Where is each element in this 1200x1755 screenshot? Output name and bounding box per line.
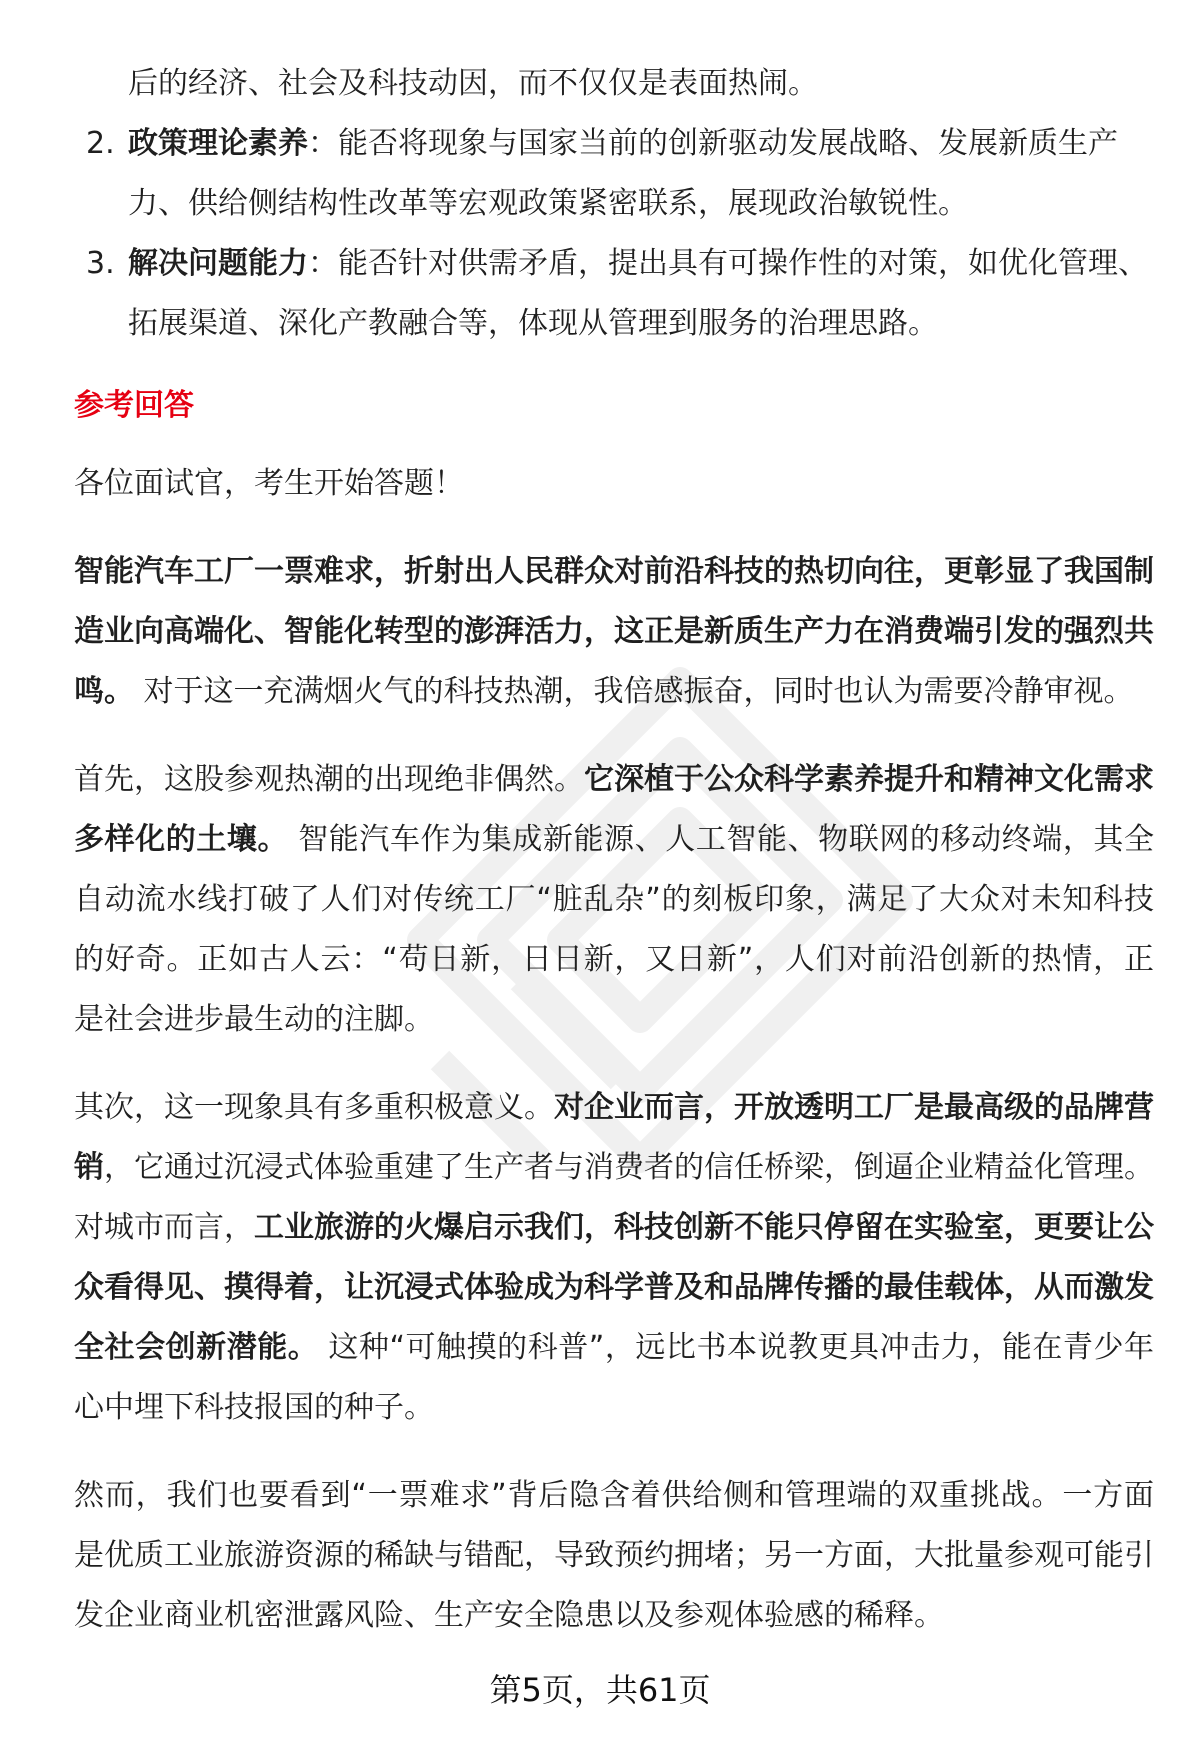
paragraph-3-text-a: 其次，这一现象具有多重积极意义。 — [74, 1090, 554, 1125]
criteria-item-2 — [74, 114, 1154, 234]
paragraph-3-bold-a: 对企业而言，开放透明工厂是最高级的品牌营销 — [74, 1090, 1154, 1185]
paragraph-2-text-a: 首先，这股参观热潮的出现绝非偶然。 — [74, 762, 584, 797]
paragraph-1-bold: 智能汽车工厂一票难求，折射出人民群众对前沿科技的热切向往，更彰显了我国制造业向高端化、智能化转型的澎湃活力，这正是新质生产力在消费端引发的强烈共鸣。 — [74, 554, 1154, 709]
criteria-text: ：能否将现象与国家当前的创新驱动发展战略、发展新质生产力、供给侧结构性改革等宏观政策紧密联系，展现政治敏锐性。 — [128, 126, 1118, 221]
list-number: 2. — [86, 126, 115, 161]
paragraph-3-bold-b: 工业旅游的火爆启示我们，科技创新不能只停留在实验室，更要让公众看得见、摸得着，让沉浸式体验成为科学普及和品牌传播的最佳载体，从而激发全社会创新潜能。 — [74, 1210, 1154, 1365]
section-heading: 参考回答 — [74, 388, 194, 423]
criteria-text: ：能否针对供需矛盾，提出具有可操作性的对策，如优化管理、拓展渠道、深化产教融合等，体现从管理到服务的治理思路。 — [128, 246, 1148, 341]
paragraph-1 — [74, 542, 1154, 722]
paragraph-4: 然而，我们也要看到“一票难求”背后隐含着供给侧和管理端的双重挑战。一方面是优质工业旅游资源的稀缺与错配，导致预约拥堵；另一方面，大批量参观可能引发企业商业机密泄露风险、生产安全隐患以及参观体验感的稀释。 — [74, 1478, 1154, 1633]
criteria-item-3 — [74, 234, 1154, 354]
paragraph-2-text-b: 智能汽车作为集成新能源、人工智能、物联网的移动终端，其全自动流水线打破了人们对传统工厂“脏乱杂”的刻板印象，满足了大众对未知科技的好奇。正如古人云：“苟日新，日日新，又日新”，人们对前沿创新的热情，正是社会进步最生动的注脚。 — [74, 822, 1154, 1037]
criteria-title: 解决问题能力 — [128, 246, 308, 281]
paragraph-1-text: 对于这一充满烟火气的科技热潮，我倍感振奋，同时也认为需要冷静审视。 — [134, 674, 1134, 709]
paragraph-3 — [74, 1078, 1154, 1438]
criteria-title: 政策理论素养 — [128, 126, 308, 161]
page-footer: 第5页，共61页 — [489, 1671, 711, 1709]
paragraph-2-bold: 它深植于公众科学素养提升和精神文化需求多样化的土壤。 — [74, 762, 1154, 857]
document-content — [74, 54, 1154, 1646]
paragraph-3-text-c: 这种“可触摸的科普”，远比书本说教更具冲击力，能在青少年心中埋下科技报国的种子。 — [74, 1330, 1155, 1425]
list-number: 3. — [86, 246, 115, 281]
paragraph-3-text-b: ，它通过沉浸式体验重建了生产者与消费者的信任桥梁，倒逼企业精益化管理。对城市而言， — [74, 1150, 1154, 1245]
paragraph-2 — [74, 750, 1154, 1050]
greeting: 各位面试官，考生开始答题！ — [74, 466, 464, 501]
intro-continuation: 后的经济、社会及科技动因，而不仅仅是表面热闹。 — [128, 66, 818, 101]
